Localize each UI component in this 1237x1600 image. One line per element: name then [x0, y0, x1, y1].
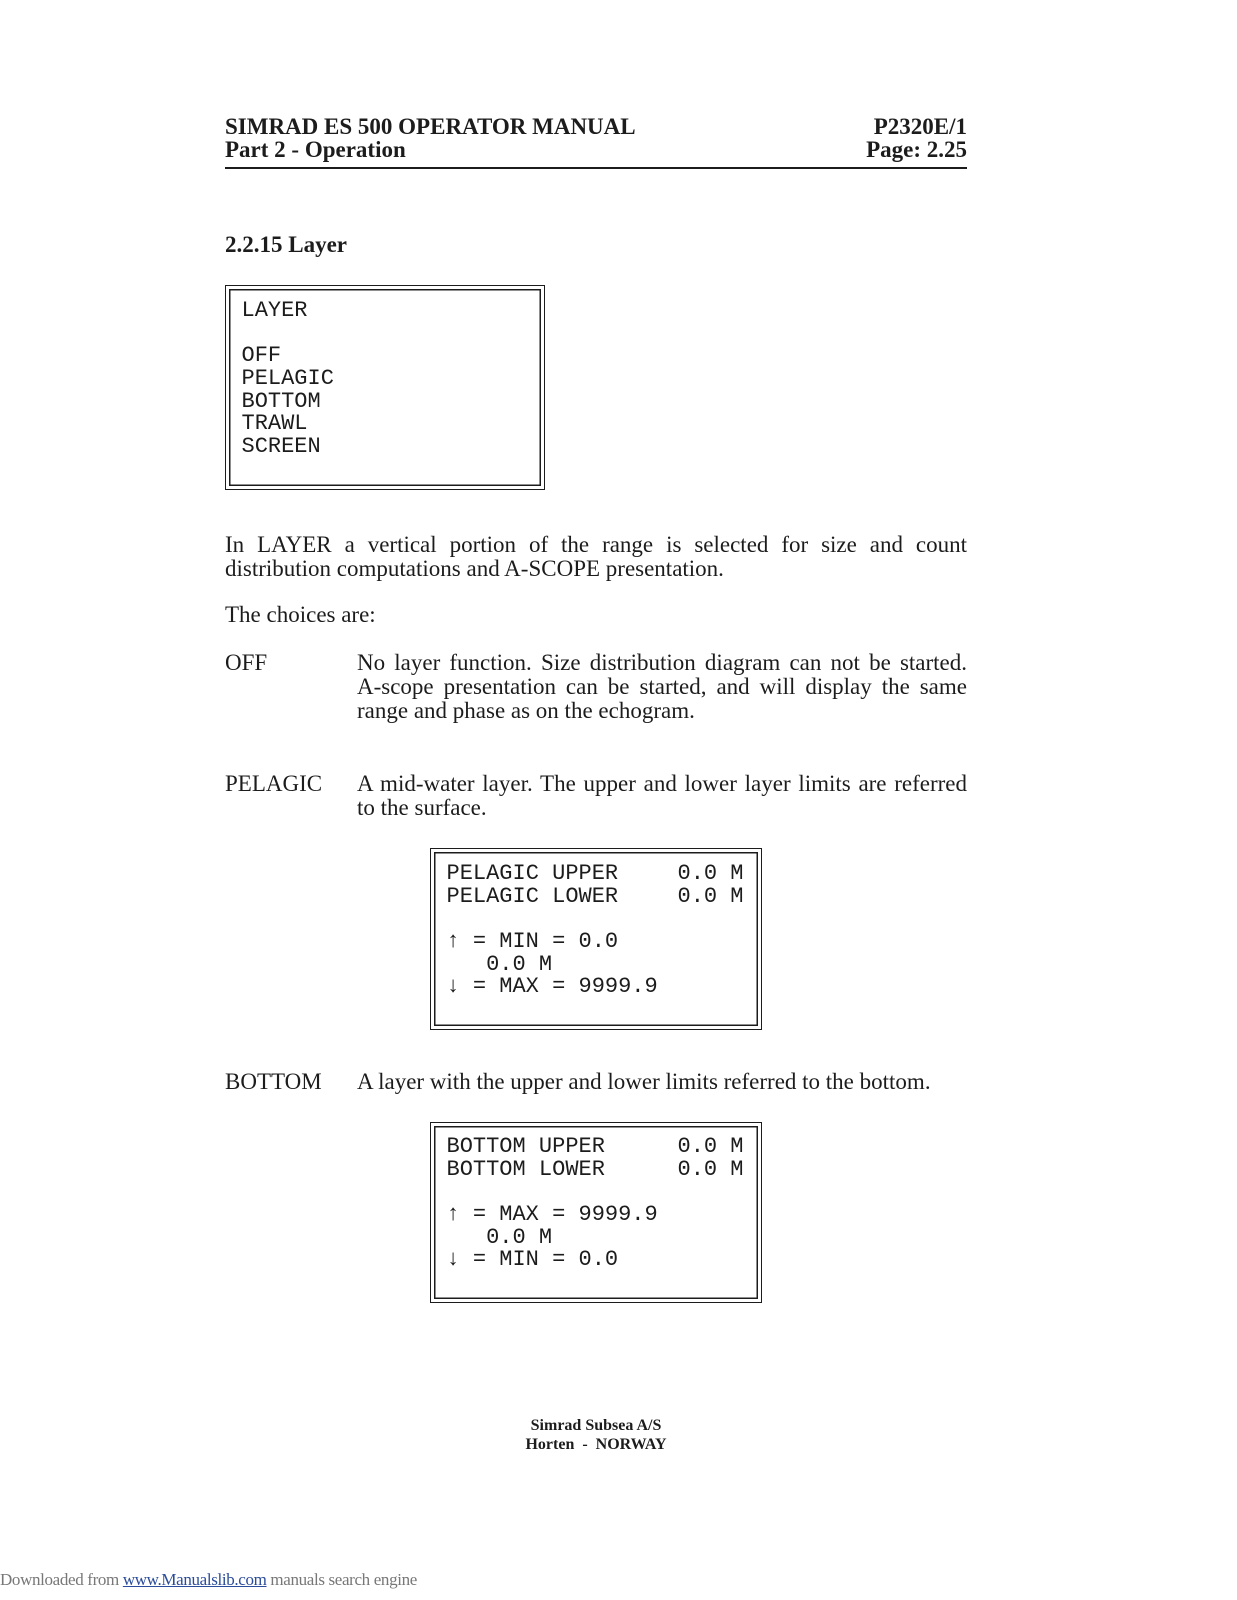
layer-menu-title: LAYER	[241, 298, 308, 324]
choices-label: The choices are:	[225, 602, 376, 627]
blank-line	[242, 323, 539, 346]
down-arrow-icon: ↓	[446, 974, 460, 1000]
bottom-down-key-text: = MIN = 0.0	[472, 1247, 619, 1273]
intro-line: In LAYER a vertical portion of the range is selected for size and count	[225, 532, 967, 557]
blank-line	[447, 1181, 756, 1204]
description-line: A-scope presentation can be started, and will display the same	[357, 674, 967, 699]
manual-title: SIMRAD ES 500 OPERATOR MANUAL	[225, 114, 636, 139]
intro-paragraph	[225, 533, 967, 581]
section-heading: 2.2.15 Layer	[225, 232, 348, 257]
page-number: Page: 2.25	[866, 137, 967, 162]
pelagic-lower-row	[446, 883, 756, 909]
layer-menu-item-bottom: BOTTOM	[241, 388, 321, 414]
pelagic-lower-label: PELAGIC LOWER	[446, 883, 619, 909]
bottom-upper-row	[447, 1136, 756, 1159]
bottom-down-key-row	[447, 1249, 756, 1272]
bottom-current-value: 0.0 M	[486, 1224, 553, 1250]
document-number: P2320E/1	[873, 114, 967, 139]
manualslib-link[interactable]: www.Manualslib.com	[122, 1570, 267, 1589]
layer-menu-item-off: OFF	[241, 343, 282, 369]
pelagic-current-value: 0.0 M	[486, 951, 553, 977]
up-arrow-icon: ↑	[446, 928, 460, 954]
bottom-up-key-text: = MAX = 9999.9	[472, 1201, 658, 1227]
layer-menu-item-trawl: TRAWL	[241, 411, 308, 437]
header-rule	[225, 167, 967, 169]
down-arrow-icon: ↓	[446, 1247, 460, 1273]
pelagic-upper-row	[447, 863, 756, 886]
layer-menu-display	[225, 285, 545, 490]
pelagic-layer-display	[430, 848, 762, 1030]
layer-menu-item-pelagic: PELAGIC	[241, 365, 334, 391]
description-line: to the surface.	[357, 795, 487, 820]
bottom-upper-value: 0.0 M	[677, 1134, 744, 1160]
layer-menu-item-screen: SCREEN	[241, 433, 321, 459]
blank-line	[447, 908, 756, 931]
choice-description-off	[357, 651, 967, 723]
page-footer	[396, 1416, 796, 1454]
choice-term-pelagic: PELAGIC	[225, 771, 323, 796]
header-left	[225, 115, 745, 161]
part-title: Part 2 - Operation	[225, 137, 406, 162]
pelagic-down-key-row	[447, 976, 756, 999]
bottom-up-key-row	[446, 1201, 756, 1227]
pelagic-up-key-text: = MIN = 0.0	[472, 928, 619, 954]
description-line: range and phase as on the echogram.	[357, 698, 695, 723]
bottom-lower-value: 0.0 M	[677, 1156, 744, 1182]
footer-location: Horten - NORWAY	[525, 1436, 667, 1453]
footer-company: Simrad Subsea A/S	[530, 1417, 662, 1434]
description-line: A mid-water layer. The upper and lower layer limits are referred	[357, 771, 967, 796]
pelagic-upper-value: 0.0 M	[677, 861, 744, 887]
pelagic-lower-value: 0.0 M	[677, 883, 744, 909]
choice-description-pelagic	[357, 772, 967, 820]
pelagic-down-key-text: = MAX = 9999.9	[472, 974, 658, 1000]
up-arrow-icon: ↑	[446, 1201, 460, 1227]
description-line: No layer function. Size distribution diagram can not be started.	[357, 650, 967, 675]
choice-term-bottom: BOTTOM	[225, 1069, 322, 1094]
bottom-lower-row	[446, 1156, 756, 1182]
download-note-suffix: manuals search engine	[266, 1570, 417, 1589]
choice-description-bottom	[357, 1070, 967, 1094]
download-note-prefix: Downloaded from	[0, 1570, 123, 1589]
pelagic-upper-label: PELAGIC UPPER	[446, 861, 619, 887]
pelagic-up-key-row	[446, 928, 756, 954]
bottom-layer-display	[430, 1122, 762, 1303]
intro-line: distribution computations and A-SCOPE presentation.	[225, 556, 724, 581]
choice-term-off: OFF	[225, 650, 268, 675]
download-note	[0, 1570, 417, 1590]
bottom-upper-label: BOTTOM UPPER	[446, 1134, 605, 1160]
description-line: A layer with the upper and lower limits referred to the bottom.	[357, 1069, 931, 1094]
header-right	[700, 115, 967, 161]
bottom-lower-label: BOTTOM LOWER	[446, 1156, 605, 1182]
